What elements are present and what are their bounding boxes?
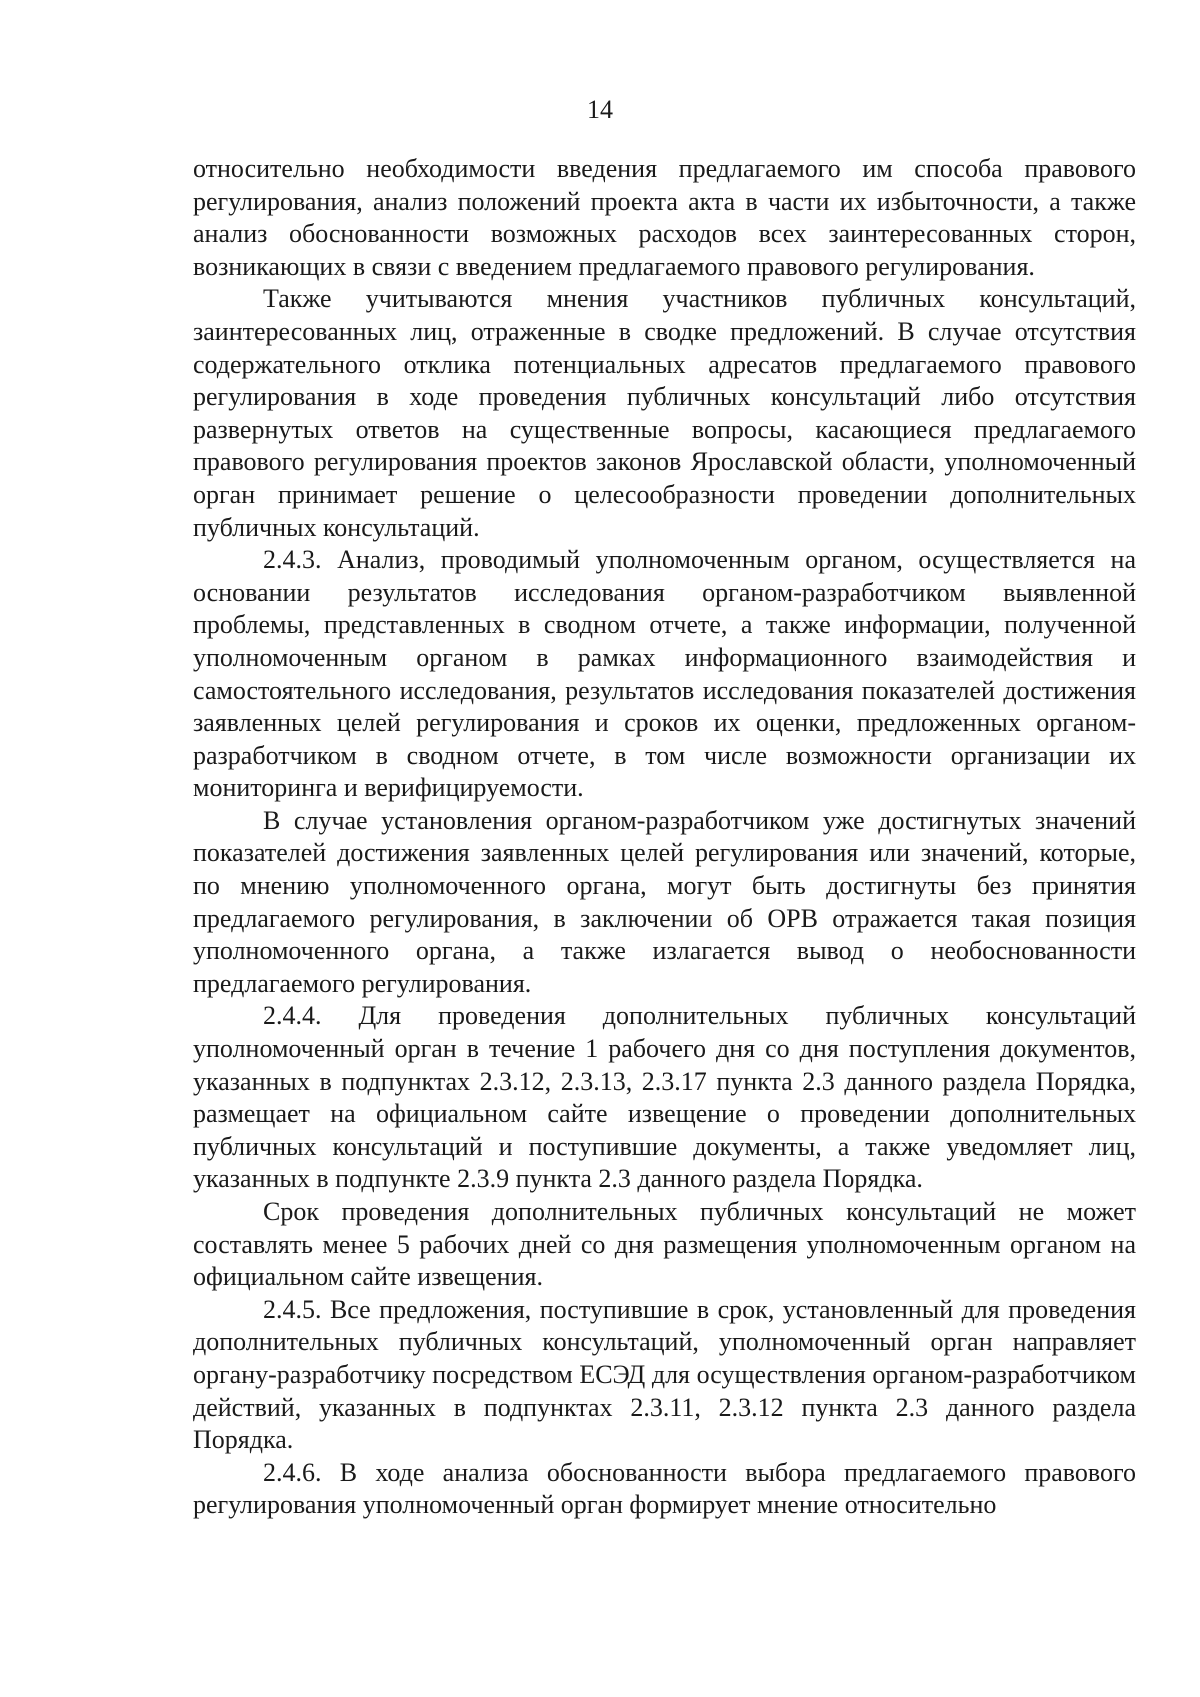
paragraph-achieved-indicators: В случае установления органом-разработчиком уже достигнутых значений показателей достижения заявленных целей регулирования или значений, которые, по мнению уполномоченного органа, могут быть достигнуты без принятия предлагаемого регулирования, в заключении об ОРВ отражается такая позиция уполномоченного органа, а также излагается вывод о необоснованности предлагаемого регулирования. — [193, 805, 1136, 998]
paragraph-2-4-5: 2.4.5. Все предложения, поступившие в срок, установленный для проведения дополнительных публичных консультаций, уполномоченный орган направляет органу-разработчику посредством ЕСЭД для осуществления органом-разработчиком действий, указанных в подпунктах 2.3.11, 2.3.12 пункта 2.3 данного раздела Порядка. — [193, 1294, 1136, 1455]
paragraph-public-consultation-opinions: Также учитываются мнения участников публичных консультаций, заинтересованных лиц, отраженные в сводке предложений. В случае отсутствия содержательного отклика потенциальных адресатов предлагаемого правового регулирования в ходе проведения публичных консультаций либо отсутствия развернутых ответов на существенные вопросы, касающиеся предлагаемого правового регулирования проектов законов Ярославской области, уполномоченный орган принимает решение о целесообразности проведении дополнительных публичных консультаций. — [193, 284, 1136, 542]
document-body — [193, 153, 1136, 1522]
paragraph-continuation: относительно необходимости введения предлагаемого им способа правового регулирования, анализ положений проекта акта в части их избыточности, а также анализ обоснованности возможных расходов всех заинтересованных сторон, возникающих в связи с введением предлагаемого правового регулирования. — [193, 154, 1136, 281]
paragraph-consultation-term: Срок проведения дополнительных публичных консультаций не может составлять менее 5 рабочих дней со дня размещения уполномоченным органом на официальном сайте извещения. — [193, 1197, 1136, 1292]
paragraph-2-4-6: 2.4.6. В ходе анализа обоснованности выбора предлагаемого правового регулирования уполномоченный орган формирует мнение относительно — [193, 1457, 1136, 1520]
page-number: 14 — [587, 95, 613, 124]
paragraph-2-4-3: 2.4.3. Анализ, проводимый уполномоченным органом, осуществляется на основании результатов исследования органом-разработчиком выявленной проблемы, представленных в сводном отчете, а также информации, полученной уполномоченным органом в рамках информационного взаимодействия и самостоятельного исследования, результатов исследования показателей достижения заявленных целей регулирования и сроков их оценки, предложенных органом-разработчиком в сводном отчете, в том числе возможности организации их мониторинга и верифицируемости. — [193, 545, 1136, 803]
paragraph-2-4-4: 2.4.4. Для проведения дополнительных публичных консультаций уполномоченный орган в течение 1 рабочего дня со дня поступления документов, указанных в подпунктах 2.3.12, 2.3.13, 2.3.17 пункта 2.3 данного раздела Порядка, размещает на официальном сайте извещение о проведении дополнительных публичных консультаций и поступившие документы, а также уведомляет лиц, указанных в подпункте 2.3.9 пункта 2.3 данного раздела Порядка. — [193, 1001, 1136, 1194]
